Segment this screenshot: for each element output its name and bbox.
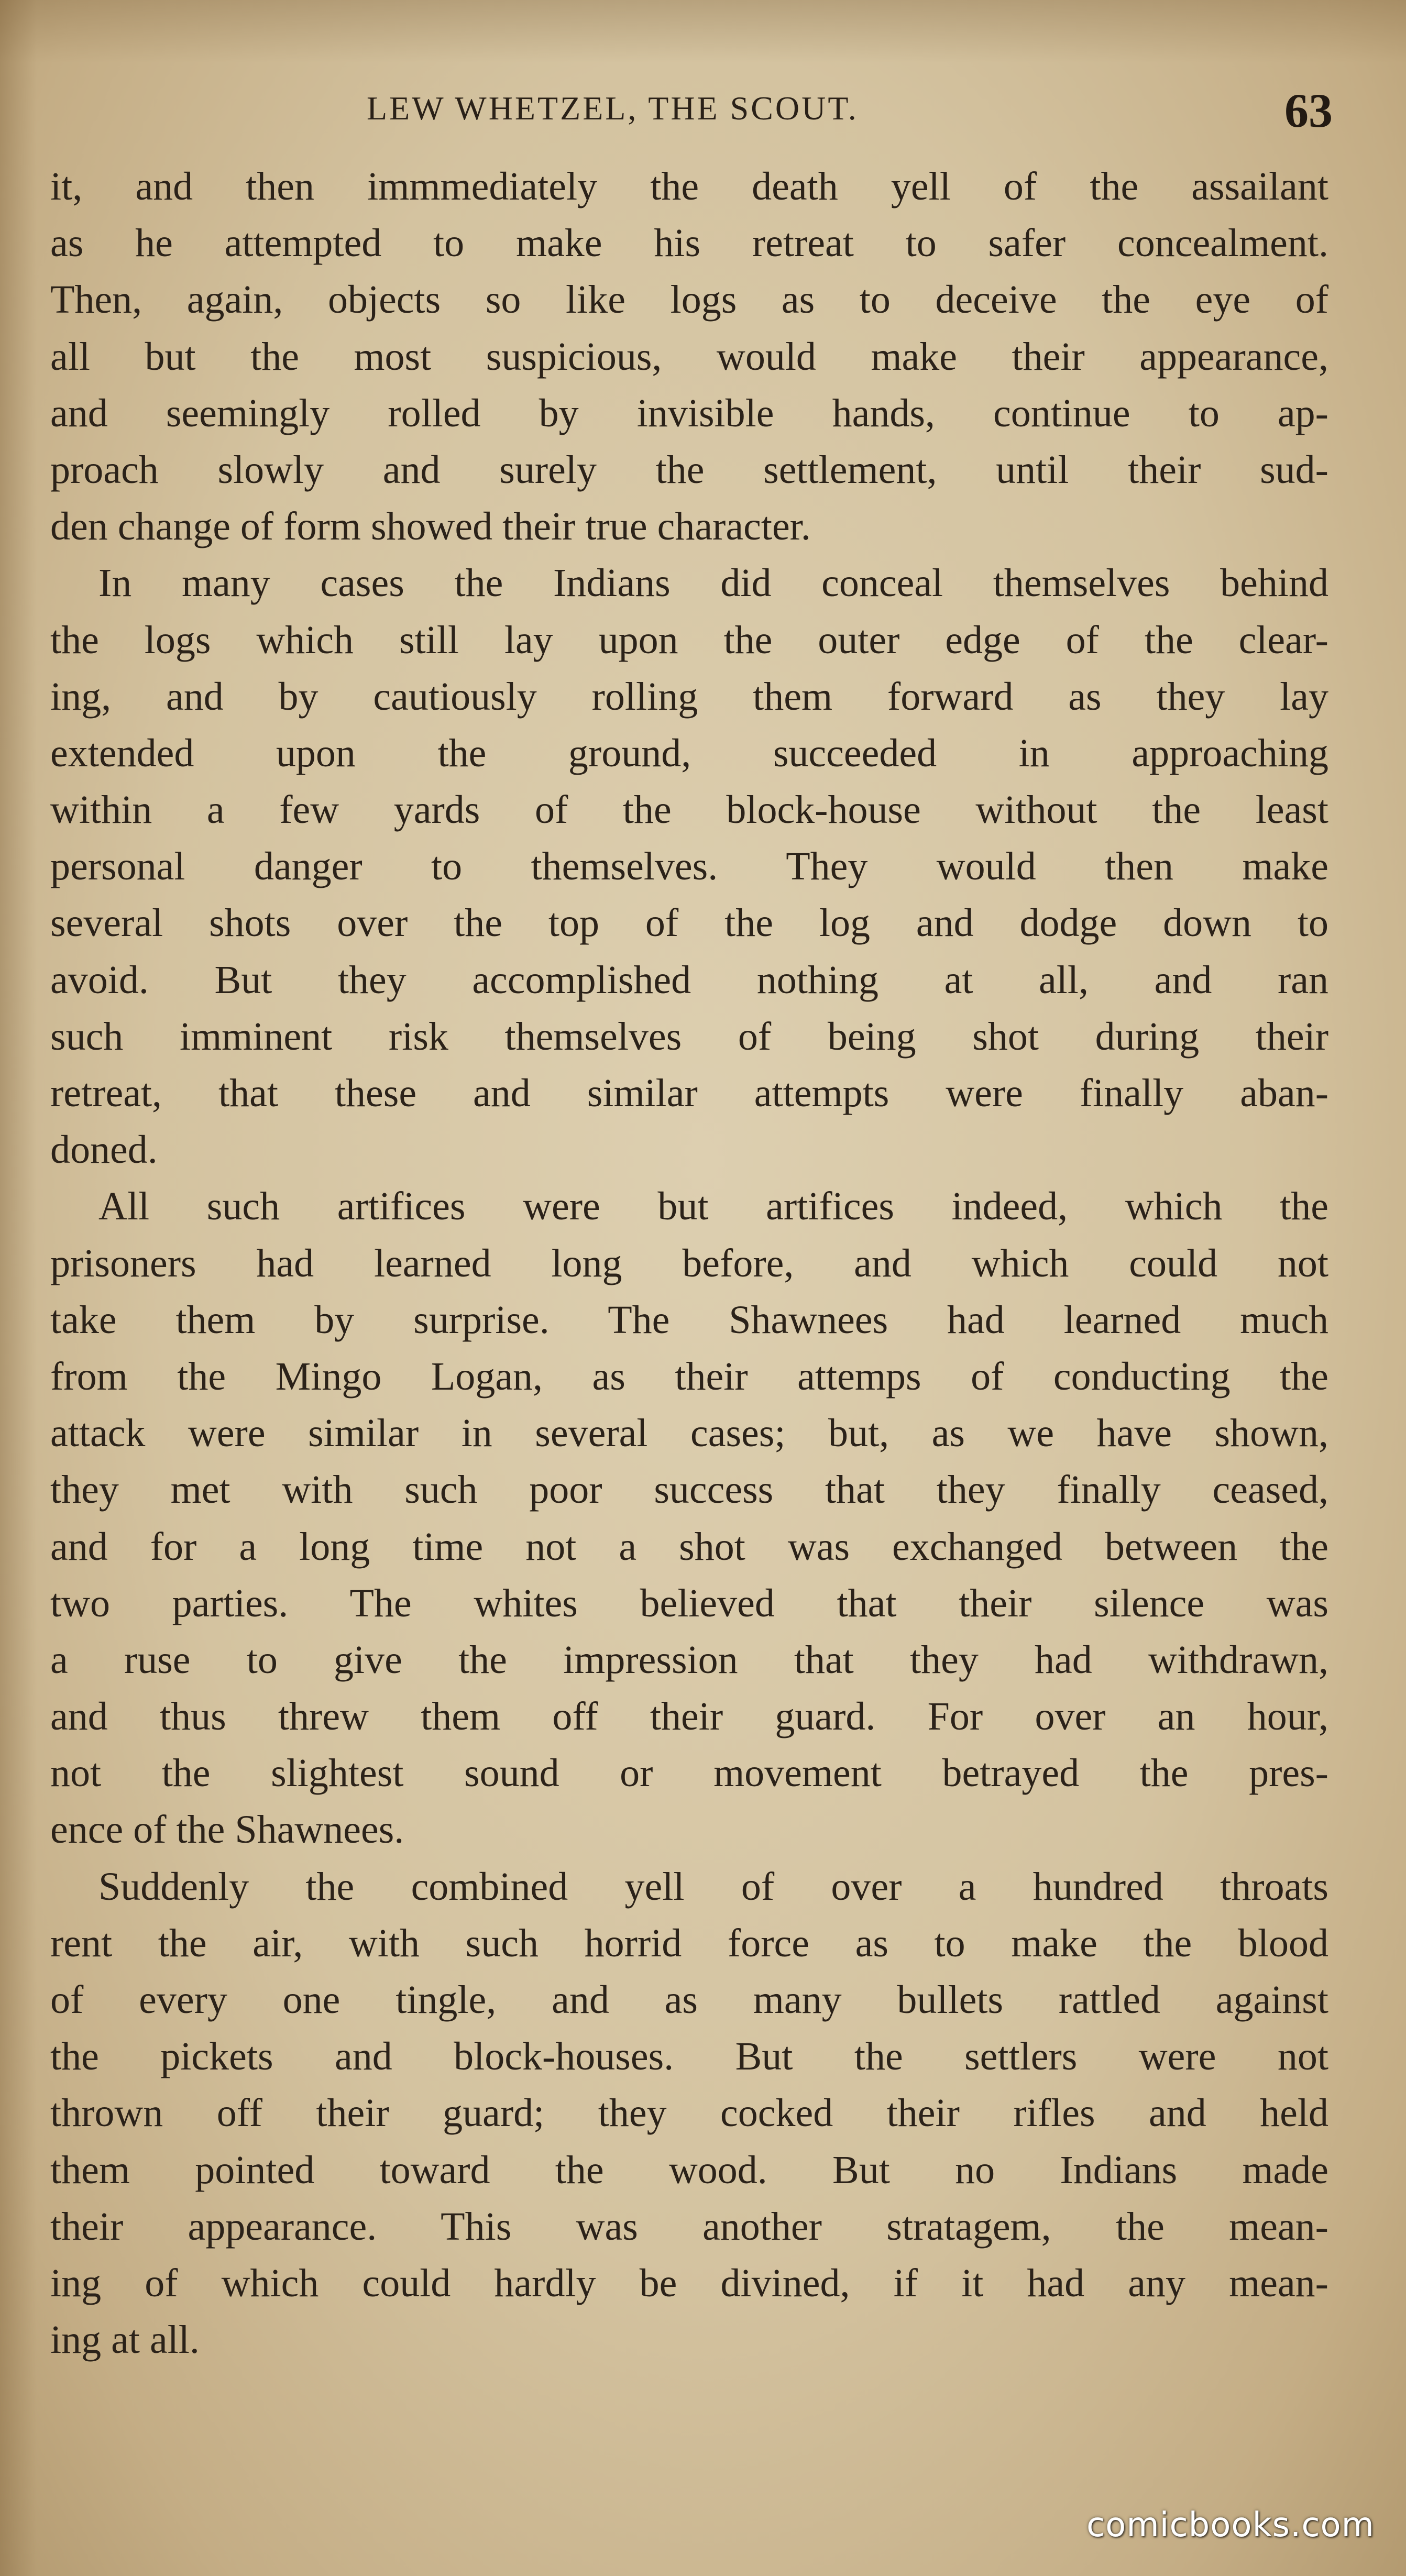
text-line: they met with such poor success that they finally ceased,	[50, 1468, 1328, 1512]
text-line: and for a long time not a shot was exchanged between the	[50, 1524, 1328, 1569]
text-line: a ruse to give the impression that they had withdrawn,	[50, 1637, 1328, 1682]
text-line: attack were similar in several cases; but, as we have shown,	[50, 1411, 1328, 1456]
watermark: comicbooks.com	[1086, 2506, 1375, 2545]
text-line: the pickets and block-houses. But the settlers were not	[50, 2034, 1328, 2079]
text-line: doned.	[50, 1128, 158, 1172]
text-line: personal danger to themselves. They would then make	[50, 844, 1328, 889]
text-line: as he attempted to make his retreat to safer concealment.	[50, 221, 1328, 266]
text-line: and seemingly rolled by invisible hands, continue to ap-	[50, 391, 1328, 435]
text-line: all but the most suspicious, would make their appearance,	[50, 334, 1328, 379]
text-line: rent the air, with such horrid force as to make the blood	[50, 1921, 1328, 1965]
text-line: ing of which could hardly be divined, if it had any mean-	[50, 2261, 1328, 2305]
text-line: Then, again, objects so like logs as to deceive the eye of	[50, 278, 1328, 322]
text-line: within a few yards of the block-house without the least	[50, 788, 1328, 832]
text-line: avoid. But they accomplished nothing at all, and ran	[50, 957, 1328, 1002]
text-line: from the Mingo Logan, as their attemps of conducting the	[50, 1354, 1328, 1399]
text-line: the logs which still lay upon the outer edge of the clear-	[50, 618, 1328, 662]
page-number: 63	[1284, 84, 1333, 137]
text-line: ence of the Shawnees.	[50, 1808, 404, 1852]
text-line: den change of form showed their true character.	[50, 504, 811, 549]
text-line: All such artifices were but artifices indeed, which the	[98, 1184, 1328, 1229]
text-line: extended upon the ground, succeeded in approaching	[50, 731, 1328, 775]
text-line: ing at all.	[50, 2318, 200, 2362]
text-line: it, and then immmediately the death yell of the assailant	[50, 164, 1328, 208]
text-line: their appearance. This was another stratagem, the mean-	[50, 2204, 1328, 2249]
running-head: LEW WHETZEL, THE SCOUT.	[367, 90, 859, 127]
text-line: Suddenly the combined yell of over a hundred throats	[98, 1864, 1328, 1909]
body-text	[50, 158, 1328, 2368]
text-line: thrown off their guard; they cocked their rifles and held	[50, 2091, 1328, 2135]
text-line: take them by surprise. The Shawnees had learned much	[50, 1297, 1328, 1342]
text-line: two parties. The whites believed that their silence was	[50, 1581, 1328, 1625]
text-line: proach slowly and surely the settlement, until their sud-	[50, 447, 1328, 492]
text-line: of every one tingle, and as many bullets rattled against	[50, 1978, 1328, 2022]
text-line: ing, and by cautiously rolling them forward as they lay	[50, 674, 1328, 719]
text-line: such imminent risk themselves of being shot during their	[50, 1014, 1328, 1059]
text-line: and thus threw them off their guard. For over an hour,	[50, 1694, 1328, 1739]
text-line: not the slightest sound or movement betrayed the pres-	[50, 1751, 1328, 1796]
text-line: several shots over the top of the log and dodge down to	[50, 901, 1328, 945]
page-top-shadow	[0, 0, 1406, 63]
page-edge-shadow	[0, 0, 37, 2576]
text-line: prisoners had learned long before, and which could not	[50, 1241, 1328, 1285]
text-line: In many cases the Indians did conceal themselves behind	[98, 561, 1328, 606]
text-line: retreat, that these and similar attempts were finally aban-	[50, 1071, 1328, 1115]
text-line: them pointed toward the wood. But no Indians made	[50, 2148, 1328, 2192]
